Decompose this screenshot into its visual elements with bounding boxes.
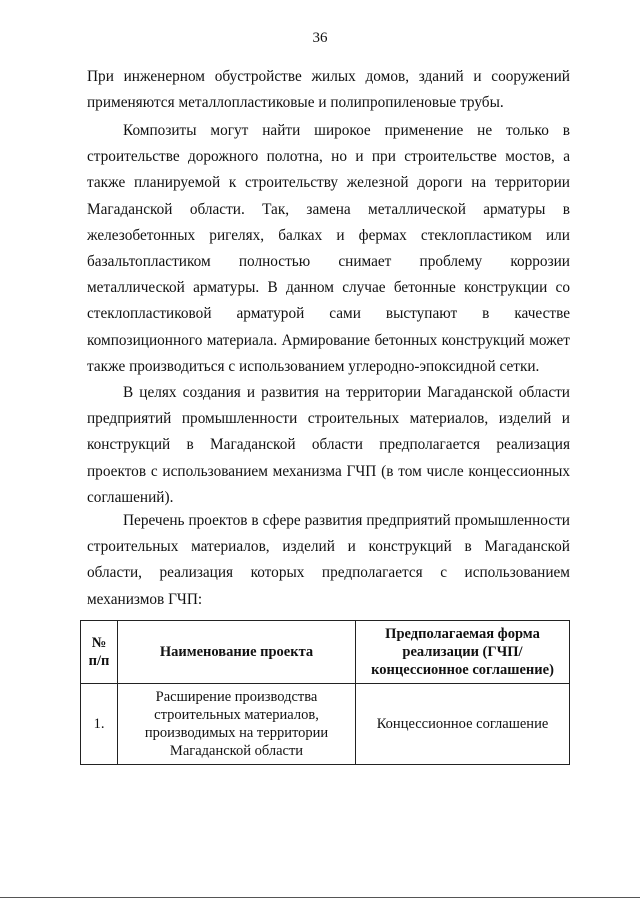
paragraph-composites: Композиты могут найти широкое применение не только в строительстве дорожного полотна, но и при строительстве мостов, а также планируемой к строительству железной дороги на территории Магаданской области. Так, замена металлической арматуры в железобетонных ригелях, балках и фермах стеклопластиком или базальтопластиком полностью снимает проблему коррозии металлической арматуры. В данном случае бетонные конструкции со стеклопластиковой арматурой сами выступают в качестве композиционного материала. Армирование бетонных конструкций может также производиться с использованием углеродно-эпоксидной сетки.: [87, 122, 570, 375]
cell-project-name: Расширение производства строительных материалов, производимых на территории Магаданской области: [118, 684, 356, 765]
header-number: № п/п: [81, 621, 118, 684]
page-number: 36: [312, 30, 328, 46]
paragraph-ppp-goals: В целях создания и развития на территории Магаданской области предприятий промышленности строительных материалов, изделий и конструкций в Магаданской области предполагается реализация проектов с использованием механизма ГЧП (в том числе концессионных соглашений).: [87, 384, 570, 506]
table-header-row: [81, 621, 570, 684]
header-implementation-form: Предполагаемая форма реализации (ГЧП/ концессионное соглашение): [356, 621, 570, 684]
table-row: [81, 684, 570, 765]
paragraph-pipes: При инженерном обустройстве жилых домов, зданий и сооружений применяются металлопластиковые и полипропиленовые трубы.: [87, 68, 570, 112]
cell-number: 1.: [81, 684, 118, 765]
footer-divider: [0, 897, 640, 898]
cell-implementation-form: Концессионное соглашение: [356, 684, 570, 765]
header-project-name: Наименование проекта: [118, 621, 356, 684]
projects-table: [80, 620, 570, 765]
paragraph-project-list-intro: Перечень проектов в сфере развития предприятий промышленности строительных материалов, изделий и конструкций в Магаданской области, реализация которых предполагается с использованием механизмов ГЧП:: [87, 512, 570, 608]
